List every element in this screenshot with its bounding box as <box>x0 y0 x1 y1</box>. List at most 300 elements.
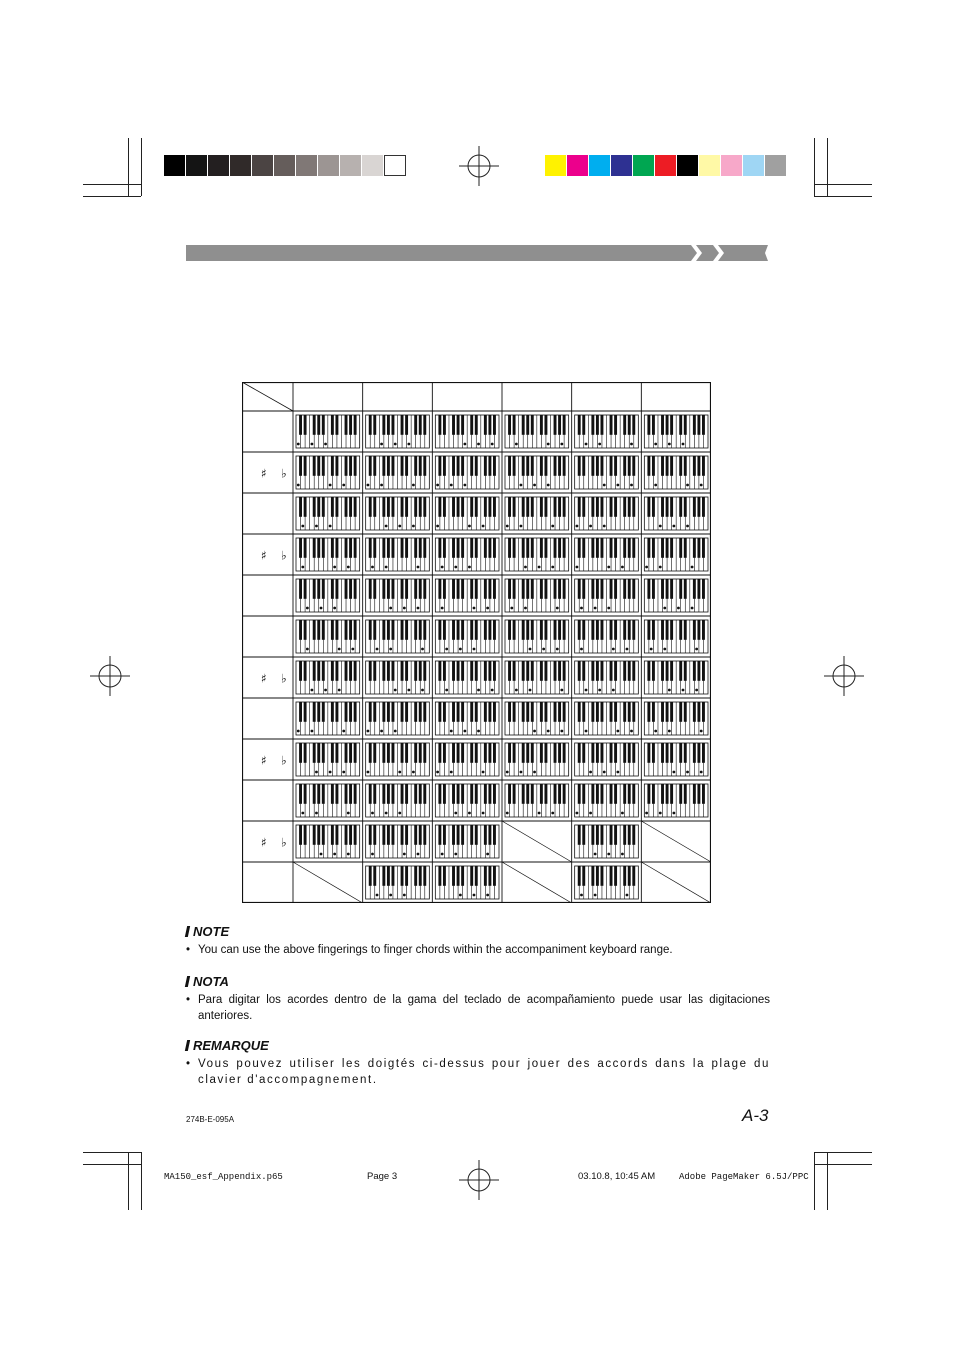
black-key <box>443 825 446 845</box>
bullet: • <box>186 1058 191 1070</box>
fingering-dot <box>589 812 592 815</box>
black-key <box>563 784 566 804</box>
fingering-dot <box>654 443 657 446</box>
flat-symbol: ♭ <box>281 835 287 850</box>
color-swatch <box>721 155 743 176</box>
fingering-dot <box>580 648 583 651</box>
black-key <box>666 456 669 476</box>
fingering-dot <box>403 607 406 610</box>
black-key <box>322 620 325 640</box>
black-key <box>470 415 473 435</box>
black-key <box>697 620 700 640</box>
black-key <box>596 743 599 763</box>
color-swatch <box>743 155 765 176</box>
black-key <box>614 784 617 804</box>
black-key <box>443 579 446 599</box>
black-key <box>632 538 635 558</box>
black-key <box>349 825 352 845</box>
black-key <box>438 784 441 804</box>
fingering-dot <box>380 730 383 733</box>
black-key <box>522 497 525 517</box>
black-key <box>322 497 325 517</box>
black-key <box>382 497 385 517</box>
fingering-dot <box>585 730 588 733</box>
color-swatch <box>633 155 655 176</box>
black-key <box>632 620 635 640</box>
black-key <box>391 743 394 763</box>
fingering-dot <box>320 607 323 610</box>
black-key <box>670 579 673 599</box>
fingering-dot <box>547 443 550 446</box>
black-key <box>331 784 334 804</box>
fingering-dot <box>441 566 444 569</box>
black-key <box>628 538 631 558</box>
black-key <box>513 620 516 640</box>
fingering-dot <box>376 894 379 897</box>
black-key <box>331 456 334 476</box>
black-key <box>661 538 664 558</box>
black-key <box>666 579 669 599</box>
black-key <box>652 579 655 599</box>
black-key <box>317 825 320 845</box>
black-key <box>544 784 547 804</box>
fingering-dot <box>626 894 629 897</box>
black-key <box>531 702 534 722</box>
black-key <box>470 538 473 558</box>
fingering-dot <box>524 566 527 569</box>
black-key <box>578 620 581 640</box>
black-key <box>697 579 700 599</box>
fingering-dot <box>417 607 420 610</box>
color-swatch <box>340 155 362 176</box>
black-key <box>623 415 626 435</box>
fingering-dot <box>556 648 559 651</box>
fingering-dot <box>473 648 476 651</box>
black-key <box>702 743 705 763</box>
black-key <box>452 825 455 845</box>
fingering-dot <box>477 689 480 692</box>
black-key <box>666 538 669 558</box>
black-key <box>563 579 566 599</box>
black-key <box>513 456 516 476</box>
black-key <box>693 661 696 681</box>
fingering-dot <box>607 607 610 610</box>
black-key <box>354 620 357 640</box>
black-key <box>391 579 394 599</box>
black-key <box>452 784 455 804</box>
black-key <box>544 415 547 435</box>
black-key <box>554 743 557 763</box>
black-key <box>423 743 426 763</box>
black-key <box>423 538 426 558</box>
fingering-dot <box>677 607 680 610</box>
color-swatch <box>186 155 208 176</box>
black-key <box>513 784 516 804</box>
fingering-dot <box>607 853 610 856</box>
black-key <box>391 702 394 722</box>
black-key <box>452 538 455 558</box>
black-key <box>354 456 357 476</box>
black-key <box>335 456 338 476</box>
black-key <box>623 784 626 804</box>
fingering-dot <box>417 566 420 569</box>
note-fr-text: Vous pouvez utiliser les doigtés ci-dessus pour jouer des accords dans la plage du clavier d'accompagnement. <box>198 1058 770 1086</box>
fingering-dot <box>389 648 392 651</box>
black-key <box>591 743 594 763</box>
black-key <box>554 579 557 599</box>
registration-mark-top <box>459 146 499 186</box>
black-key <box>457 497 460 517</box>
fingering-dot <box>367 730 370 733</box>
black-key <box>313 784 316 804</box>
fingering-dot <box>385 525 388 528</box>
notes-section <box>186 924 770 1088</box>
black-key <box>540 743 543 763</box>
black-key <box>317 497 320 517</box>
black-key <box>405 579 408 599</box>
black-key <box>679 702 682 722</box>
fingering-dot <box>616 484 619 487</box>
black-key <box>670 784 673 804</box>
black-key <box>554 456 557 476</box>
black-key <box>522 620 525 640</box>
fingering-dot <box>585 443 588 446</box>
black-key <box>369 784 372 804</box>
black-key <box>493 620 496 640</box>
black-key <box>679 538 682 558</box>
fingering-dot <box>454 853 457 856</box>
color-swatch <box>274 155 296 176</box>
black-key <box>697 415 700 435</box>
black-key <box>401 538 404 558</box>
fingering-dot <box>315 771 318 774</box>
fingering-dot <box>367 771 370 774</box>
fingering-dot <box>398 525 401 528</box>
black-key <box>684 661 687 681</box>
black-key <box>508 538 511 558</box>
note-es-title: NOTA <box>193 974 229 989</box>
fingering-dot <box>686 525 689 528</box>
fingering-dot <box>315 525 318 528</box>
black-key <box>582 702 585 722</box>
fingering-dot <box>338 648 341 651</box>
black-key <box>484 415 487 435</box>
black-key <box>540 579 543 599</box>
black-key <box>684 579 687 599</box>
color-swatch <box>296 155 318 176</box>
black-key <box>666 661 669 681</box>
black-key <box>391 497 394 517</box>
fingering-dot <box>398 771 401 774</box>
fingering-dot <box>612 648 615 651</box>
black-key <box>670 538 673 558</box>
fingering-dot <box>468 812 471 815</box>
black-key <box>452 866 455 886</box>
black-key <box>373 497 376 517</box>
black-key <box>531 538 534 558</box>
fingering-dot <box>594 894 597 897</box>
fingering-dot <box>672 812 675 815</box>
footer-page: Page 3 <box>367 1171 398 1182</box>
black-key <box>679 579 682 599</box>
empty-cell-diagonal <box>641 862 711 903</box>
fingering-dot <box>547 730 550 733</box>
fingering-dot <box>560 443 563 446</box>
black-key <box>313 743 316 763</box>
black-key <box>349 415 352 435</box>
fingering-dot <box>436 771 439 774</box>
fingering-dot <box>412 525 415 528</box>
black-key <box>488 538 491 558</box>
black-key <box>628 579 631 599</box>
black-key <box>382 743 385 763</box>
black-key <box>558 661 561 681</box>
black-key <box>508 415 511 435</box>
black-key <box>457 579 460 599</box>
fingering-dot <box>389 607 392 610</box>
black-key <box>623 538 626 558</box>
fingering-dot <box>621 812 624 815</box>
black-key <box>544 497 547 517</box>
black-key <box>508 702 511 722</box>
sharp-symbol: ♯ <box>261 835 267 850</box>
black-key <box>531 497 534 517</box>
black-key <box>493 579 496 599</box>
black-key <box>582 784 585 804</box>
black-key <box>382 538 385 558</box>
black-key <box>419 743 422 763</box>
fingering-dot <box>311 689 314 692</box>
black-key <box>369 497 372 517</box>
black-key <box>526 456 529 476</box>
fingering-dot <box>380 484 383 487</box>
black-key <box>652 661 655 681</box>
black-key <box>513 702 516 722</box>
fingering-dot <box>412 484 415 487</box>
fingering-dot <box>347 566 350 569</box>
black-key <box>313 538 316 558</box>
black-key <box>628 620 631 640</box>
black-key <box>345 784 348 804</box>
black-key <box>610 415 613 435</box>
black-key <box>391 538 394 558</box>
fingering-dot <box>450 771 453 774</box>
black-key <box>531 620 534 640</box>
black-key <box>508 497 511 517</box>
black-key <box>373 620 376 640</box>
black-key <box>647 579 650 599</box>
black-key <box>373 784 376 804</box>
color-swatch <box>164 155 186 176</box>
black-key <box>628 743 631 763</box>
black-key <box>628 415 631 435</box>
fingering-dot <box>520 525 523 528</box>
black-key <box>484 579 487 599</box>
fingering-dot <box>650 648 653 651</box>
black-key <box>610 825 613 845</box>
black-key <box>578 456 581 476</box>
flat-symbol: ♭ <box>281 466 287 481</box>
black-key <box>299 497 302 517</box>
black-key <box>693 415 696 435</box>
black-key <box>652 415 655 435</box>
black-key <box>299 661 302 681</box>
fingering-dot <box>547 484 550 487</box>
black-key <box>382 579 385 599</box>
fingering-dot <box>342 484 345 487</box>
black-key <box>373 743 376 763</box>
black-key <box>317 579 320 599</box>
black-key <box>610 784 613 804</box>
black-key <box>488 784 491 804</box>
fingering-dot <box>491 443 494 446</box>
fingering-dot <box>594 853 597 856</box>
black-key <box>414 579 417 599</box>
black-key <box>632 579 635 599</box>
black-key <box>369 825 372 845</box>
black-key <box>322 456 325 476</box>
fingering-dot <box>520 771 523 774</box>
flat-symbol: ♭ <box>281 753 287 768</box>
black-key <box>522 456 525 476</box>
fingering-dot <box>695 648 698 651</box>
black-key <box>591 538 594 558</box>
fingering-dot <box>445 689 448 692</box>
black-key <box>345 579 348 599</box>
black-key <box>623 620 626 640</box>
black-key <box>414 825 417 845</box>
black-key <box>670 497 673 517</box>
black-key <box>470 661 473 681</box>
black-key <box>335 784 338 804</box>
empty-cell-diagonal <box>641 821 711 862</box>
black-key <box>373 661 376 681</box>
black-key <box>419 661 422 681</box>
black-key <box>419 538 422 558</box>
black-key <box>610 620 613 640</box>
fingering-dot <box>668 443 671 446</box>
black-key <box>401 456 404 476</box>
black-key <box>382 661 385 681</box>
black-key <box>369 620 372 640</box>
black-key <box>345 661 348 681</box>
fingering-dot <box>533 484 536 487</box>
fingering-dot <box>412 771 415 774</box>
bullet: • <box>186 944 191 956</box>
black-key <box>475 702 478 722</box>
black-key <box>591 620 594 640</box>
black-key <box>558 415 561 435</box>
black-key <box>354 497 357 517</box>
fingering-dot <box>315 812 318 815</box>
fingering-dot <box>585 689 588 692</box>
fingering-dot <box>311 443 314 446</box>
black-key <box>697 661 700 681</box>
black-key <box>438 538 441 558</box>
black-key <box>452 620 455 640</box>
black-key <box>452 456 455 476</box>
black-key <box>632 784 635 804</box>
color-swatch <box>318 155 340 176</box>
fingering-dot <box>486 894 489 897</box>
black-key <box>632 415 635 435</box>
black-key <box>693 456 696 476</box>
black-key <box>596 784 599 804</box>
black-key <box>438 866 441 886</box>
black-key <box>443 415 446 435</box>
black-key <box>679 497 682 517</box>
fingering-dot <box>542 648 545 651</box>
black-key <box>488 579 491 599</box>
black-key <box>349 456 352 476</box>
black-key <box>679 743 682 763</box>
black-key <box>628 702 631 722</box>
black-key <box>526 579 529 599</box>
black-key <box>452 415 455 435</box>
black-key <box>345 702 348 722</box>
black-key <box>628 825 631 845</box>
black-key <box>647 456 650 476</box>
black-key <box>614 661 617 681</box>
black-key <box>702 661 705 681</box>
black-key <box>335 702 338 722</box>
black-key <box>600 579 603 599</box>
black-key <box>354 825 357 845</box>
black-key <box>484 743 487 763</box>
fingering-dot <box>682 443 685 446</box>
black-key <box>401 743 404 763</box>
black-key <box>531 784 534 804</box>
black-key <box>702 415 705 435</box>
empty-cell-diagonal <box>502 862 572 903</box>
black-key <box>373 866 376 886</box>
fingering-dot <box>594 607 597 610</box>
black-key <box>461 825 464 845</box>
sharp-symbol: ♯ <box>261 548 267 563</box>
fingering-dot <box>421 689 424 692</box>
fingering-dot <box>351 648 354 651</box>
black-key <box>299 825 302 845</box>
black-key <box>526 415 529 435</box>
fingering-dot <box>616 771 619 774</box>
black-key <box>513 743 516 763</box>
fingering-dot <box>324 689 327 692</box>
fingering-dot <box>324 443 327 446</box>
black-key <box>600 538 603 558</box>
black-key <box>544 456 547 476</box>
fingering-dot <box>407 443 410 446</box>
fingering-dot <box>482 525 485 528</box>
black-key <box>488 825 491 845</box>
black-key <box>484 620 487 640</box>
color-swatch <box>589 155 611 176</box>
black-key <box>623 456 626 476</box>
fingering-dot <box>398 812 401 815</box>
black-key <box>493 866 496 886</box>
black-key <box>335 415 338 435</box>
fingering-dot <box>695 689 698 692</box>
black-key <box>600 456 603 476</box>
fingering-dot <box>297 484 300 487</box>
black-key <box>419 702 422 722</box>
fingering-dot <box>407 689 410 692</box>
black-key <box>493 661 496 681</box>
fingering-dot <box>603 771 606 774</box>
black-key <box>461 415 464 435</box>
color-swatch <box>611 155 633 176</box>
black-key <box>628 497 631 517</box>
black-key <box>382 784 385 804</box>
